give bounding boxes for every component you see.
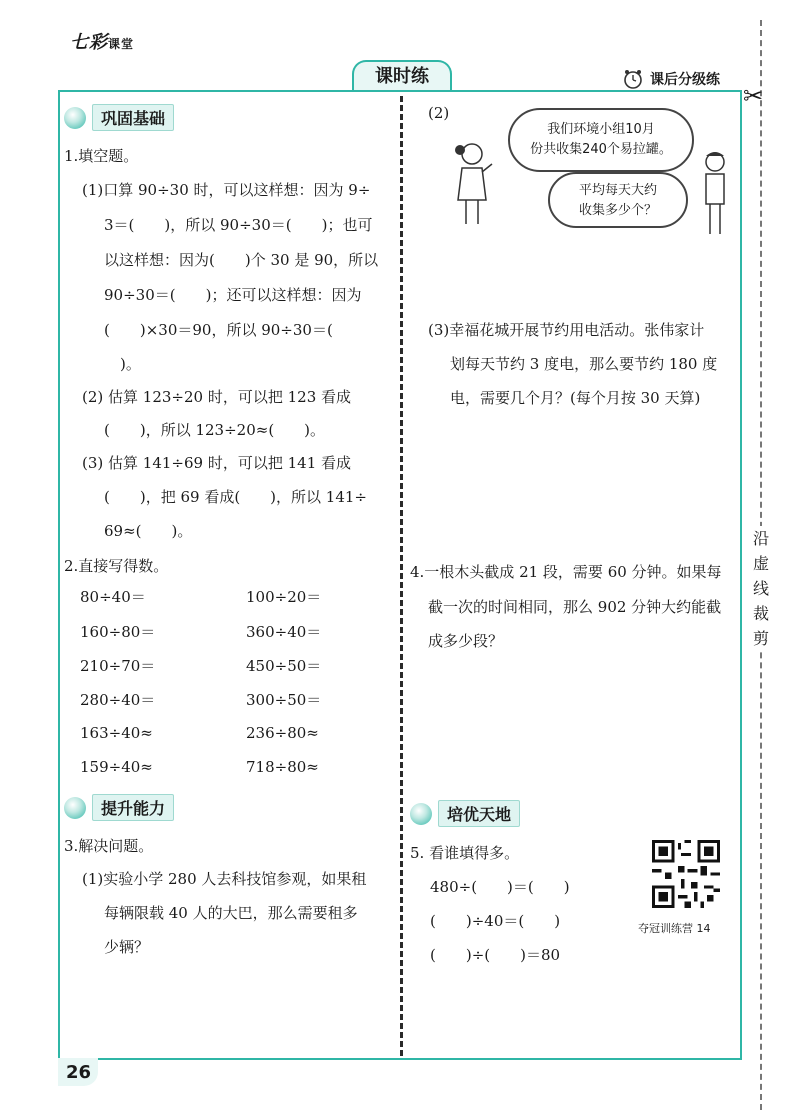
tiered-practice-label: [622, 68, 720, 90]
q3-p2-label: (2): [428, 104, 450, 122]
page-number: 26: [66, 1062, 92, 1083]
q1-title: 1.填空题。: [64, 147, 139, 165]
clock-icon: [622, 68, 644, 90]
girl-speech-bubble: [508, 108, 694, 172]
scissors-icon: ✂: [743, 82, 764, 110]
bubble-text: 平均每天大约: [578, 183, 657, 198]
q1-line: ( )×30＝90，所以 90÷30＝(: [104, 321, 333, 339]
calc-item: 300÷50＝: [246, 691, 322, 709]
q3-line: 少辆？: [104, 938, 150, 956]
brand-name: 七彩: [70, 32, 108, 53]
q4-line: 4.一根木头截成 21 段，需要 60 分钟。如果每: [410, 563, 722, 581]
section-excellence: [410, 800, 520, 827]
cut-char: 沿: [752, 529, 769, 548]
q1-line: (3) 估算 141÷69 时，可以把 141 看成: [82, 454, 352, 472]
calc-item: 100÷20＝: [246, 588, 322, 606]
q2-title: 2.直接写得数。: [64, 557, 169, 575]
cut-char: 线: [752, 579, 769, 598]
calc-item: 450÷50＝: [246, 657, 322, 675]
brand-sub: 课堂: [108, 37, 135, 51]
bubble-text: 我们环境小组10月: [547, 122, 655, 137]
q3-line: (1)实验小学 280 人去科技馆参观，如果租: [82, 870, 367, 888]
section-bullet-icon: [410, 803, 432, 825]
q3-title: 3.解决问题。: [64, 837, 154, 855]
q4-line: 成多少段？: [428, 632, 504, 650]
q1-line: 69≈( )。: [104, 522, 193, 540]
q1-line: ( )，所以 123÷20≈( )。: [104, 421, 326, 439]
q4-line: 截一次的时间相同，那么 902 分钟大约能截: [428, 598, 722, 616]
q3-line: 划每天节约 3 度电，那么要节约 180 度: [450, 355, 718, 373]
section-bullet-icon: [64, 797, 86, 819]
q5-line: 480÷( )＝( ): [430, 878, 570, 896]
tiered-label-text: 课后分级练: [650, 72, 720, 88]
q3-line: 每辆限载 40 人的大巴，那么需要租多: [104, 904, 358, 922]
q1-line: 以这样想：因为( )个 30 是 90，所以: [104, 251, 379, 269]
q1-line: )。: [120, 355, 141, 373]
q1-line: ( )，把 69 看成( )，所以 141÷: [104, 488, 367, 506]
boy-illustration: [698, 148, 732, 238]
cut-instruction: [750, 526, 772, 651]
q1-line: (2) 估算 123÷20 时，可以把 123 看成: [82, 388, 352, 406]
qr-caption: 夺冠训练营 14: [638, 922, 711, 935]
page-title: 课时练: [352, 60, 452, 92]
calc-item: 236÷80≈: [246, 724, 319, 742]
qr-code-icon[interactable]: [652, 840, 720, 908]
calc-item: 280÷40＝: [80, 691, 156, 709]
bubble-text: 收集多少个？: [578, 203, 657, 218]
section-advanced-label: 提升能力: [92, 794, 174, 821]
calc-item: 160÷80＝: [80, 623, 156, 641]
q5-title: 5. 看谁填得多。: [410, 844, 520, 862]
q1-line: (1)口算 90÷30 时，可以这样想：因为 9÷: [82, 181, 371, 199]
calc-item: 718÷80≈: [246, 758, 319, 776]
q3-line: 电，需要几个月？(每个月按 30 天算): [450, 389, 701, 407]
q3-line: (3)幸福花城开展节约用电活动。张伟家计: [428, 321, 705, 339]
calc-item: 163÷40≈: [80, 724, 153, 742]
calc-item: 159÷40≈: [80, 758, 153, 776]
bubble-text: 份共收集240个易拉罐。: [530, 142, 672, 157]
q5-line: ( )÷( )＝80: [430, 946, 561, 964]
q1-line: 3＝( )，所以 90÷30＝( )；也可: [104, 216, 373, 234]
boy-speech-bubble: [548, 172, 688, 228]
cut-char: 裁: [752, 604, 769, 623]
calc-item: 80÷40＝: [80, 588, 146, 606]
section-excellence-label: 培优天地: [438, 800, 520, 827]
q5-line: ( )÷40＝( ): [430, 912, 561, 930]
brand-logo: [70, 28, 134, 54]
column-divider: [400, 96, 403, 1056]
calc-item: 210÷70＝: [80, 657, 156, 675]
cut-char: 剪: [752, 629, 769, 648]
section-advanced: [64, 794, 174, 821]
section-bullet-icon: [64, 107, 86, 129]
calc-item: 360÷40＝: [246, 623, 322, 641]
section-basic-label: 巩固基础: [92, 104, 174, 131]
q1-line: 90÷30＝( )；还可以这样想：因为: [104, 286, 362, 304]
cut-char: 虚: [752, 554, 769, 573]
section-basic: [64, 104, 174, 131]
girl-illustration: [448, 138, 498, 230]
